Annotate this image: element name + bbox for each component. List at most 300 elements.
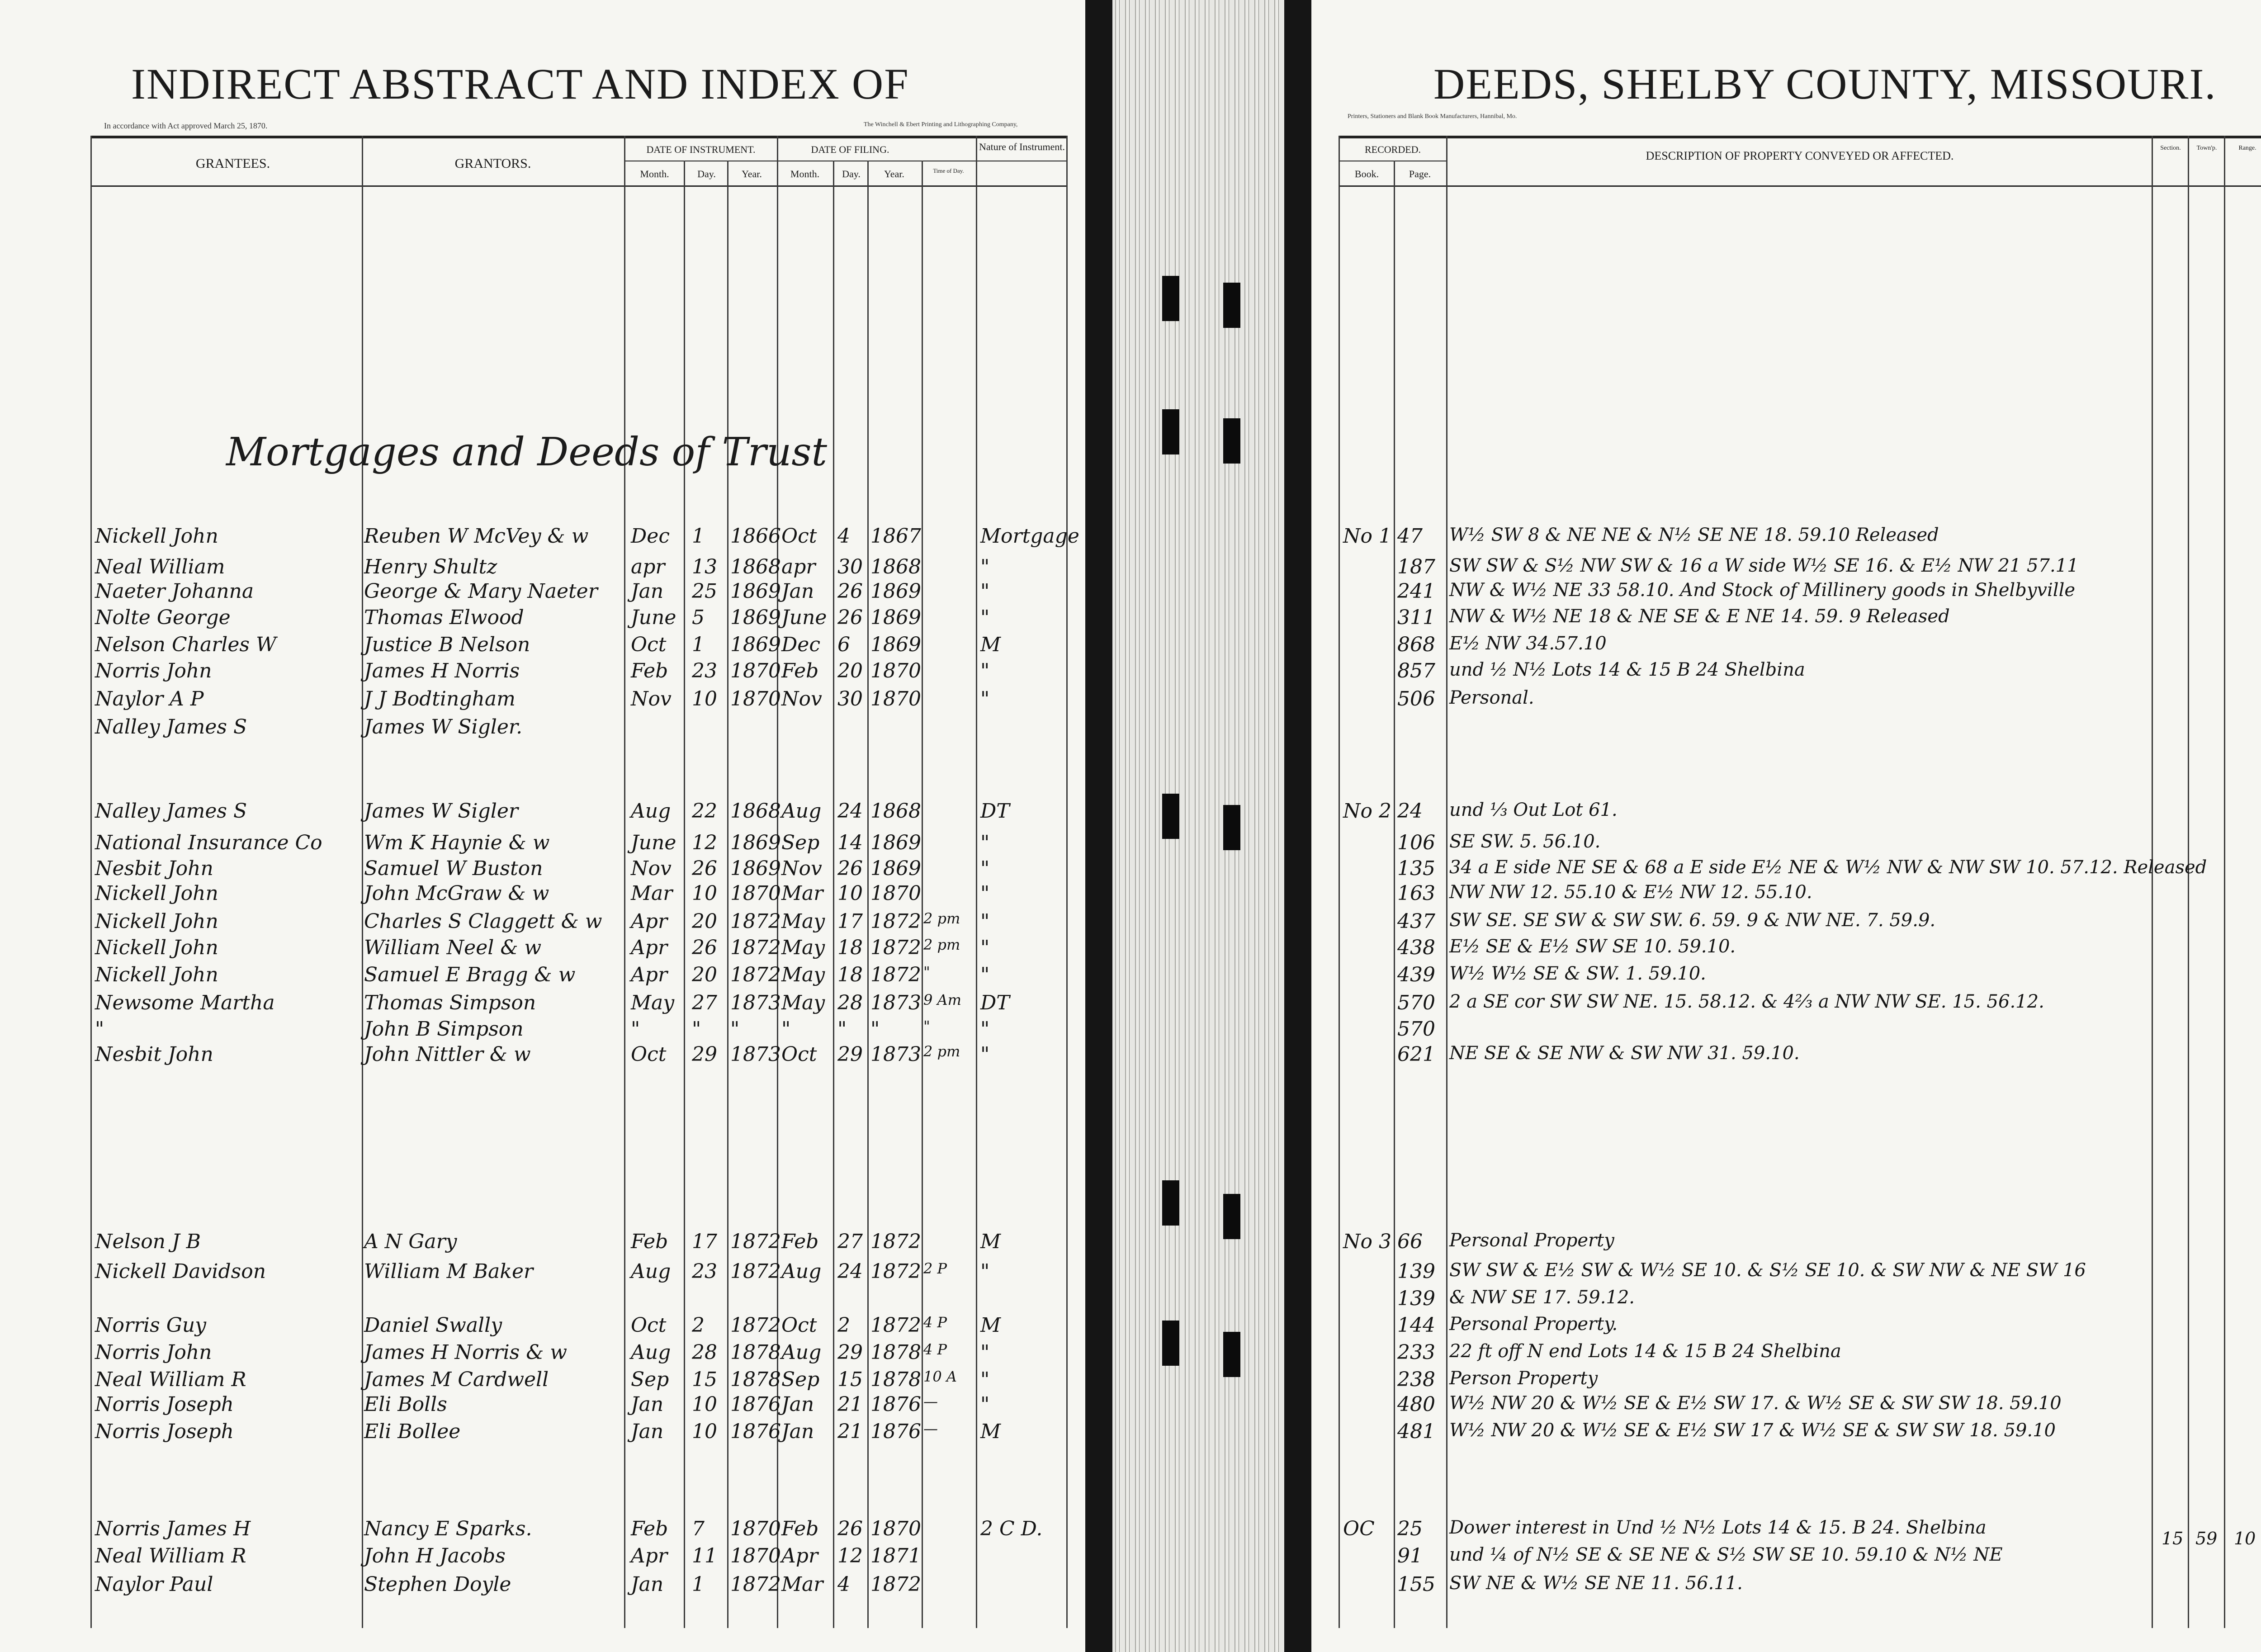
binder-hole <box>1223 418 1240 464</box>
entry-page: 437 <box>1397 910 1435 933</box>
entry-nature: " <box>980 1393 990 1416</box>
entry-description: und ½ N½ Lots 14 & 15 B 24 Shelbina <box>1449 659 1805 680</box>
entry-description: NW & W½ NE 18 & NE SE & E NE 14. 59. 9 Released <box>1449 606 1950 627</box>
entry-file-day: 24 <box>837 1260 863 1283</box>
entry-page: 66 <box>1397 1230 1423 1253</box>
entry-grantor: John Nittler & w <box>364 1043 531 1066</box>
entry-file-day: 4 <box>837 525 850 548</box>
entry-inst-month: Jan <box>631 1573 664 1596</box>
section-header: Section. <box>2160 145 2181 151</box>
entry-grantee: Naylor A P <box>95 687 204 710</box>
entry-inst-year: 1869 <box>730 580 781 603</box>
entry-file-day: 29 <box>837 1341 863 1364</box>
entry-description: W½ W½ SE & SW. 1. 59.10. <box>1449 963 1706 984</box>
date-instrument-header: DATE OF INSTRUMENT. <box>646 144 756 155</box>
entry-file-month: Sep <box>781 1368 820 1391</box>
entry-nature: " <box>980 1260 990 1283</box>
grantors-header: GRANTORS. <box>454 156 531 171</box>
entry-inst-month: Apr <box>631 910 667 933</box>
entry-grantor: Stephen Doyle <box>364 1573 511 1596</box>
entry-nature: DT <box>980 800 1010 823</box>
section-title: Mortgages and Deeds of Trust <box>226 430 828 475</box>
right-page-edge <box>1284 0 1311 1652</box>
entry-file-day: 26 <box>837 606 863 629</box>
entry-page: 621 <box>1397 1043 1435 1066</box>
col-rule <box>624 136 625 1628</box>
col-rule <box>2224 136 2225 1628</box>
entry-time-of-day: — <box>923 1393 938 1410</box>
range-header: Range. <box>2238 145 2256 151</box>
entry-nature: " <box>980 857 990 880</box>
entry-inst-day: 7 <box>692 1517 705 1540</box>
inst-year-header: Year. <box>742 168 762 180</box>
entry-description: 2 a SE cor SW SW NE. 15. 58.12. & 4⅔ a NW NW SE. 15. 56.12. <box>1449 991 2044 1012</box>
entry-inst-day: 28 <box>692 1341 717 1364</box>
entry-page: 25 <box>1397 1517 1423 1540</box>
entry-time-of-day: 4 P <box>923 1314 947 1331</box>
entry-grantor: Charles S Claggett & w <box>364 910 602 933</box>
entry-inst-day: 1 <box>692 525 705 548</box>
entry-file-day: 24 <box>837 800 863 823</box>
entry-file-day: 30 <box>837 687 863 710</box>
entry-file-year: 1869 <box>870 857 921 880</box>
entry-inst-year: 1872 <box>730 1314 781 1337</box>
entry-inst-day: 22 <box>692 800 717 823</box>
entry-grantor: A N Gary <box>364 1230 457 1253</box>
entry-grantee: Nickell John <box>95 936 218 959</box>
entry-page: 481 <box>1397 1420 1435 1443</box>
entry-grantor: J J Bodtingham <box>364 687 516 710</box>
entry-page: 187 <box>1397 555 1435 578</box>
entry-grantor: William Neel & w <box>364 936 542 959</box>
entry-inst-month: Jan <box>631 580 664 603</box>
entry-grantor: James W Sigler <box>364 800 518 823</box>
date-filing-header: DATE OF FILING. <box>811 144 889 155</box>
entry-file-month: Oct <box>781 525 817 548</box>
entry-file-month: " <box>781 1018 791 1041</box>
entry-nature: Mortgage <box>980 525 1079 548</box>
entry-file-year: 1871 <box>870 1544 921 1567</box>
entry-grantor: Wm K Haynie & w <box>364 831 550 854</box>
entry-file-month: May <box>781 963 825 986</box>
entry-file-year: 1872 <box>870 1573 921 1596</box>
entry-inst-day: 10 <box>692 882 717 905</box>
entry-nature: " <box>980 606 990 629</box>
entry-file-year: 1873 <box>870 991 921 1014</box>
entry-description: SW SE. SE SW & SW SW. 6. 59. 9 & NW NE. 7. 59.9. <box>1449 910 1936 931</box>
entry-inst-month: Sep <box>631 1368 669 1391</box>
recorded-header: RECORDED. <box>1364 144 1421 155</box>
col-rule <box>867 161 869 1628</box>
entry-file-month: Apr <box>781 1544 818 1567</box>
entry-description: W½ SW 8 & NE NE & N½ SE NE 18. 59.10 Released <box>1449 525 1939 545</box>
entry-file-year: 1869 <box>870 580 921 603</box>
entry-file-month: Mar <box>781 1573 823 1596</box>
entry-inst-year: 1870 <box>730 1517 781 1540</box>
entry-inst-year: 1876 <box>730 1420 781 1443</box>
entry-nature: " <box>980 555 990 578</box>
entry-grantee: Nickell John <box>95 525 218 548</box>
entry-page: 24 <box>1397 800 1423 823</box>
entry-file-day: 4 <box>837 1573 850 1596</box>
grantees-header: GRANTEES. <box>195 156 270 171</box>
entry-file-year: 1869 <box>870 606 921 629</box>
entry-grantee: " <box>95 1018 104 1041</box>
entry-page: 144 <box>1397 1314 1435 1337</box>
binder-hole <box>1162 409 1179 454</box>
col-rule <box>833 161 834 1628</box>
entry-page: 439 <box>1397 963 1435 986</box>
entry-file-year: 1872 <box>870 1260 921 1283</box>
entry-file-month: Jan <box>781 1393 814 1416</box>
entry-inst-day: 17 <box>692 1230 717 1253</box>
entry-grantee: Nickell Davidson <box>95 1260 266 1283</box>
entry-grantor: James M Cardwell <box>364 1368 549 1391</box>
entry-file-month: June <box>781 606 827 629</box>
entry-inst-month: apr <box>631 555 665 578</box>
entry-time-of-day: 2 P <box>923 1260 947 1277</box>
entry-description: NE SE & SE NW & SW NW 31. 59.10. <box>1449 1043 1800 1064</box>
entry-file-month: Jan <box>781 580 814 603</box>
time-header: Time of Day. <box>933 167 964 174</box>
entry-page: 91 <box>1397 1544 1423 1567</box>
entry-page: 163 <box>1397 882 1435 905</box>
entry-grantee: Neal William R <box>95 1544 246 1567</box>
col-rule <box>1394 161 1395 1628</box>
entry-description: und ⅓ Out Lot 61. <box>1449 800 1618 820</box>
entry-file-year: 1870 <box>870 882 921 905</box>
entry-nature: 2 C D. <box>980 1517 1043 1540</box>
entry-file-year: 1870 <box>870 1517 921 1540</box>
header-bottom-rule <box>1339 185 2261 187</box>
entry-grantee: Nelson Charles W <box>95 633 277 656</box>
col-rule <box>1446 136 1447 1628</box>
entry-grantee: Nolte George <box>95 606 231 629</box>
entry-grantee: Newsome Martha <box>95 991 275 1014</box>
entry-inst-day: 13 <box>692 555 717 578</box>
entry-file-day: 18 <box>837 936 863 959</box>
right-page <box>1311 0 2261 1652</box>
entry-book: No 3 <box>1343 1230 1391 1253</box>
entry-inst-month: June <box>631 831 676 854</box>
entry-grantee: Norris James H <box>95 1517 251 1540</box>
binder-hole <box>1162 794 1179 839</box>
entry-inst-year: 1869 <box>730 606 781 629</box>
entry-file-day: 26 <box>837 857 863 880</box>
entry-file-month: Feb <box>781 1517 819 1540</box>
entry-inst-day: 27 <box>692 991 717 1014</box>
entry-nature: DT <box>980 991 1010 1014</box>
entry-grantee: National Insurance Co <box>95 831 322 854</box>
entry-description: NW NW 12. 55.10 & E½ NW 12. 55.10. <box>1449 882 1812 903</box>
entry-file-day: 27 <box>837 1230 863 1253</box>
entry-inst-year: 1872 <box>730 1260 781 1283</box>
entry-inst-day: 12 <box>692 831 717 854</box>
entry-inst-month: Nov <box>631 857 672 880</box>
extra-range: 10 <box>2234 1529 2256 1548</box>
entry-book: No 2 <box>1343 800 1391 823</box>
binder-hole <box>1223 283 1240 328</box>
entry-grantee: Norris Joseph <box>95 1420 234 1443</box>
entry-file-year: 1868 <box>870 555 921 578</box>
binder-hole <box>1223 805 1240 850</box>
entry-inst-day: 23 <box>692 659 717 682</box>
entry-file-year: 1878 <box>870 1368 921 1391</box>
entry-inst-day: 15 <box>692 1368 717 1391</box>
entry-file-day: 29 <box>837 1043 863 1066</box>
col-rule <box>2188 136 2189 1628</box>
entry-nature: " <box>980 1341 990 1364</box>
col-rule <box>90 136 92 1628</box>
entry-inst-year: 1869 <box>730 633 781 656</box>
entry-inst-day: 1 <box>692 633 705 656</box>
entry-grantor: Nancy E Sparks. <box>364 1517 532 1540</box>
entry-grantor: Samuel W Buston <box>364 857 543 880</box>
inst-month-header: Month. <box>640 168 669 180</box>
file-day-header: Day. <box>842 168 861 180</box>
entry-inst-month: May <box>631 991 675 1014</box>
entry-grantee: Nickell John <box>95 910 218 933</box>
left-page <box>0 0 1085 1652</box>
entry-inst-year: " <box>730 1018 740 1041</box>
col-rule <box>1339 136 1340 1628</box>
entry-time-of-day: " <box>923 963 930 980</box>
entry-description: Personal. <box>1449 687 1534 708</box>
entry-file-day: 17 <box>837 910 863 933</box>
entry-inst-year: 1870 <box>730 659 781 682</box>
entry-inst-month: Aug <box>631 1260 671 1283</box>
entry-grantor: George & Mary Naeter <box>364 580 598 603</box>
entry-description: 22 ft off N end Lots 14 & 15 B 24 Shelbina <box>1449 1341 1841 1362</box>
extra-section: 15 <box>2162 1529 2184 1548</box>
entry-grantor: William M Baker <box>364 1260 534 1283</box>
binder-hole <box>1162 1321 1179 1366</box>
entry-page: 480 <box>1397 1393 1435 1416</box>
entry-page: 139 <box>1397 1287 1435 1310</box>
entry-inst-month: Aug <box>631 800 671 823</box>
entry-file-day: 10 <box>837 882 863 905</box>
entry-grantee: Nickell John <box>95 963 218 986</box>
entry-page: 47 <box>1397 525 1423 548</box>
entry-inst-year: 1870 <box>730 1544 781 1567</box>
col-rule <box>362 136 363 1628</box>
entry-grantor: John B Simpson <box>364 1018 524 1041</box>
entry-grantor: Daniel Swally <box>364 1314 502 1337</box>
entry-file-day: 21 <box>837 1420 863 1443</box>
entry-grantee: Neal William <box>95 555 225 578</box>
entry-description: & NW SE 17. 59.12. <box>1449 1287 1635 1308</box>
entry-inst-year: 1872 <box>730 1230 781 1253</box>
entry-inst-day: 23 <box>692 1260 717 1283</box>
entry-file-day: 14 <box>837 831 863 854</box>
entry-inst-day: 25 <box>692 580 717 603</box>
entry-inst-year: 1878 <box>730 1341 781 1364</box>
entry-file-month: Aug <box>781 800 822 823</box>
entry-time-of-day: " <box>923 1018 930 1035</box>
entry-inst-year: 1876 <box>730 1393 781 1416</box>
entry-inst-month: Mar <box>631 882 673 905</box>
file-year-header: Year. <box>884 168 904 180</box>
nature-header: Nature of Instrument. <box>979 141 1065 152</box>
entry-file-year: 1868 <box>870 800 921 823</box>
entry-file-day: 20 <box>837 659 863 682</box>
entry-file-day: " <box>837 1018 847 1041</box>
entry-description: 34 a E side NE SE & 68 a E side E½ NE & W½ NW & NW SW 10. 57.12. Released <box>1449 857 2207 878</box>
entry-book: No 1 <box>1343 525 1391 548</box>
entry-inst-month: " <box>631 1018 640 1041</box>
entry-time-of-day: 9 Am <box>923 991 961 1008</box>
col-rule <box>922 161 923 1628</box>
entry-inst-month: Apr <box>631 963 667 986</box>
entry-grantor: John McGraw & w <box>364 882 549 905</box>
entry-inst-day: 10 <box>692 1420 717 1443</box>
entry-nature: " <box>980 882 990 905</box>
entry-inst-year: 1872 <box>730 1573 781 1596</box>
binder-hole <box>1162 276 1179 321</box>
entry-time-of-day: 10 A <box>923 1368 957 1385</box>
entry-file-day: 15 <box>837 1368 863 1391</box>
entry-nature: M <box>980 1420 1001 1443</box>
entry-inst-year: 1866 <box>730 525 781 548</box>
entry-nature: " <box>980 1043 990 1066</box>
entry-grantor: James W Sigler. <box>364 715 523 738</box>
inst-day-header: Day. <box>697 168 716 180</box>
entry-nature: M <box>980 1314 1001 1337</box>
entry-file-day: 30 <box>837 555 863 578</box>
page-header: Page. <box>1409 168 1431 180</box>
entry-inst-month: Feb <box>631 1517 668 1540</box>
entry-inst-year: 1878 <box>730 1368 781 1391</box>
entry-file-month: Mar <box>781 882 823 905</box>
header-top-rule <box>1339 136 2261 138</box>
entry-file-day: 21 <box>837 1393 863 1416</box>
binder-hole <box>1223 1194 1240 1239</box>
entry-grantor: Justice B Nelson <box>364 633 530 656</box>
book-header: Book. <box>1354 168 1379 180</box>
entry-page: 570 <box>1397 991 1435 1014</box>
col-rule <box>727 161 728 1628</box>
entry-file-year: 1869 <box>870 831 921 854</box>
entry-time-of-day: 2 pm <box>923 936 960 953</box>
entry-file-year: " <box>870 1018 880 1041</box>
entry-grantor: Samuel E Bragg & w <box>364 963 576 986</box>
entry-file-year: 1869 <box>870 633 921 656</box>
entry-grantee: Nalley James S <box>95 800 247 823</box>
entry-grantee: Norris Guy <box>95 1314 207 1337</box>
entry-inst-year: 1872 <box>730 910 781 933</box>
entry-page: 233 <box>1397 1341 1435 1364</box>
entry-inst-month: Aug <box>631 1341 671 1364</box>
entry-file-month: Dec <box>781 633 820 656</box>
entry-grantee: Norris John <box>95 1341 212 1364</box>
col-rule <box>684 161 685 1628</box>
entry-inst-month: Jan <box>631 1393 664 1416</box>
entry-page: 311 <box>1397 606 1435 629</box>
entry-book: OC <box>1343 1517 1375 1540</box>
entry-inst-year: 1872 <box>730 936 781 959</box>
entry-file-month: Sep <box>781 831 820 854</box>
entry-grantor: Thomas Elwood <box>364 606 524 629</box>
entry-inst-year: 1870 <box>730 687 781 710</box>
entry-inst-month: Oct <box>631 1043 667 1066</box>
entry-grantee: Neal William R <box>95 1368 246 1391</box>
entry-grantee: Nelson J B <box>95 1230 201 1253</box>
entry-grantor: James H Norris & w <box>364 1341 568 1364</box>
entry-inst-day: 5 <box>692 606 705 629</box>
entry-grantor: James H Norris <box>364 659 520 682</box>
entry-inst-day: 26 <box>692 857 717 880</box>
entry-file-day: 2 <box>837 1314 850 1337</box>
entry-file-month: Feb <box>781 659 819 682</box>
entry-file-month: May <box>781 910 825 933</box>
entry-file-year: 1872 <box>870 963 921 986</box>
entry-grantor: John H Jacobs <box>364 1544 506 1567</box>
entry-inst-month: Feb <box>631 659 668 682</box>
entry-file-month: Feb <box>781 1230 819 1253</box>
entry-page: 155 <box>1397 1573 1435 1596</box>
entry-description: SW NE & W½ SE NE 11. 56.11. <box>1449 1573 1743 1594</box>
file-month-header: Month. <box>790 168 820 180</box>
entry-file-month: Nov <box>781 857 822 880</box>
entry-nature: " <box>980 963 990 986</box>
col-rule <box>1066 136 1068 1628</box>
entry-inst-day: 11 <box>692 1544 717 1567</box>
entry-file-year: 1870 <box>870 687 921 710</box>
entry-file-year: 1872 <box>870 1230 921 1253</box>
left-page-edge <box>1085 0 1112 1652</box>
entry-file-year: 1870 <box>870 659 921 682</box>
entry-inst-month: Oct <box>631 1314 667 1337</box>
entry-file-day: 12 <box>837 1544 863 1567</box>
entry-inst-month: Apr <box>631 936 667 959</box>
left-page-title: INDIRECT ABSTRACT AND INDEX OF <box>131 60 909 108</box>
entry-inst-day: 20 <box>692 910 717 933</box>
entry-grantor: Reuben W McVey & w <box>364 525 589 548</box>
col-rule <box>976 136 977 1628</box>
entry-page: 139 <box>1397 1260 1435 1283</box>
entry-grantor: Eli Bolls <box>364 1393 447 1416</box>
entry-page: 238 <box>1397 1368 1435 1391</box>
entry-grantor: Thomas Simpson <box>364 991 536 1014</box>
entry-inst-day: " <box>692 1018 701 1041</box>
book-gutter <box>1085 0 1311 1652</box>
binder-hole <box>1223 1332 1240 1377</box>
entry-file-year: 1872 <box>870 936 921 959</box>
entry-inst-day: 29 <box>692 1043 717 1066</box>
entry-grantee: Nalley James S <box>95 715 247 738</box>
entry-description: E½ NW 34.57.10 <box>1449 633 1607 654</box>
entry-nature: " <box>980 831 990 854</box>
entry-file-year: 1876 <box>870 1420 921 1443</box>
entry-nature: " <box>980 687 990 710</box>
entry-nature: M <box>980 1230 1001 1253</box>
entry-grantor: Eli Bollee <box>364 1420 461 1443</box>
entry-inst-year: 1870 <box>730 882 781 905</box>
entry-inst-month: Nov <box>631 687 672 710</box>
entry-file-month: Aug <box>781 1341 822 1364</box>
entry-file-year: 1872 <box>870 1314 921 1337</box>
entry-description: W½ NW 20 & W½ SE & E½ SW 17 & W½ SE & SW SW 18. 59.10 <box>1449 1420 2056 1441</box>
entry-time-of-day: 4 P <box>923 1341 947 1358</box>
entry-inst-day: 26 <box>692 936 717 959</box>
entry-file-month: Oct <box>781 1043 817 1066</box>
entry-page: 868 <box>1397 633 1435 656</box>
entry-page: 106 <box>1397 831 1435 854</box>
entry-file-month: Nov <box>781 687 822 710</box>
entry-inst-month: Oct <box>631 633 667 656</box>
entry-description: und ¼ of N½ SE & SE NE & S½ SW SE 10. 59.10 & N½ NE <box>1449 1544 2003 1565</box>
entry-nature: " <box>980 1368 990 1391</box>
